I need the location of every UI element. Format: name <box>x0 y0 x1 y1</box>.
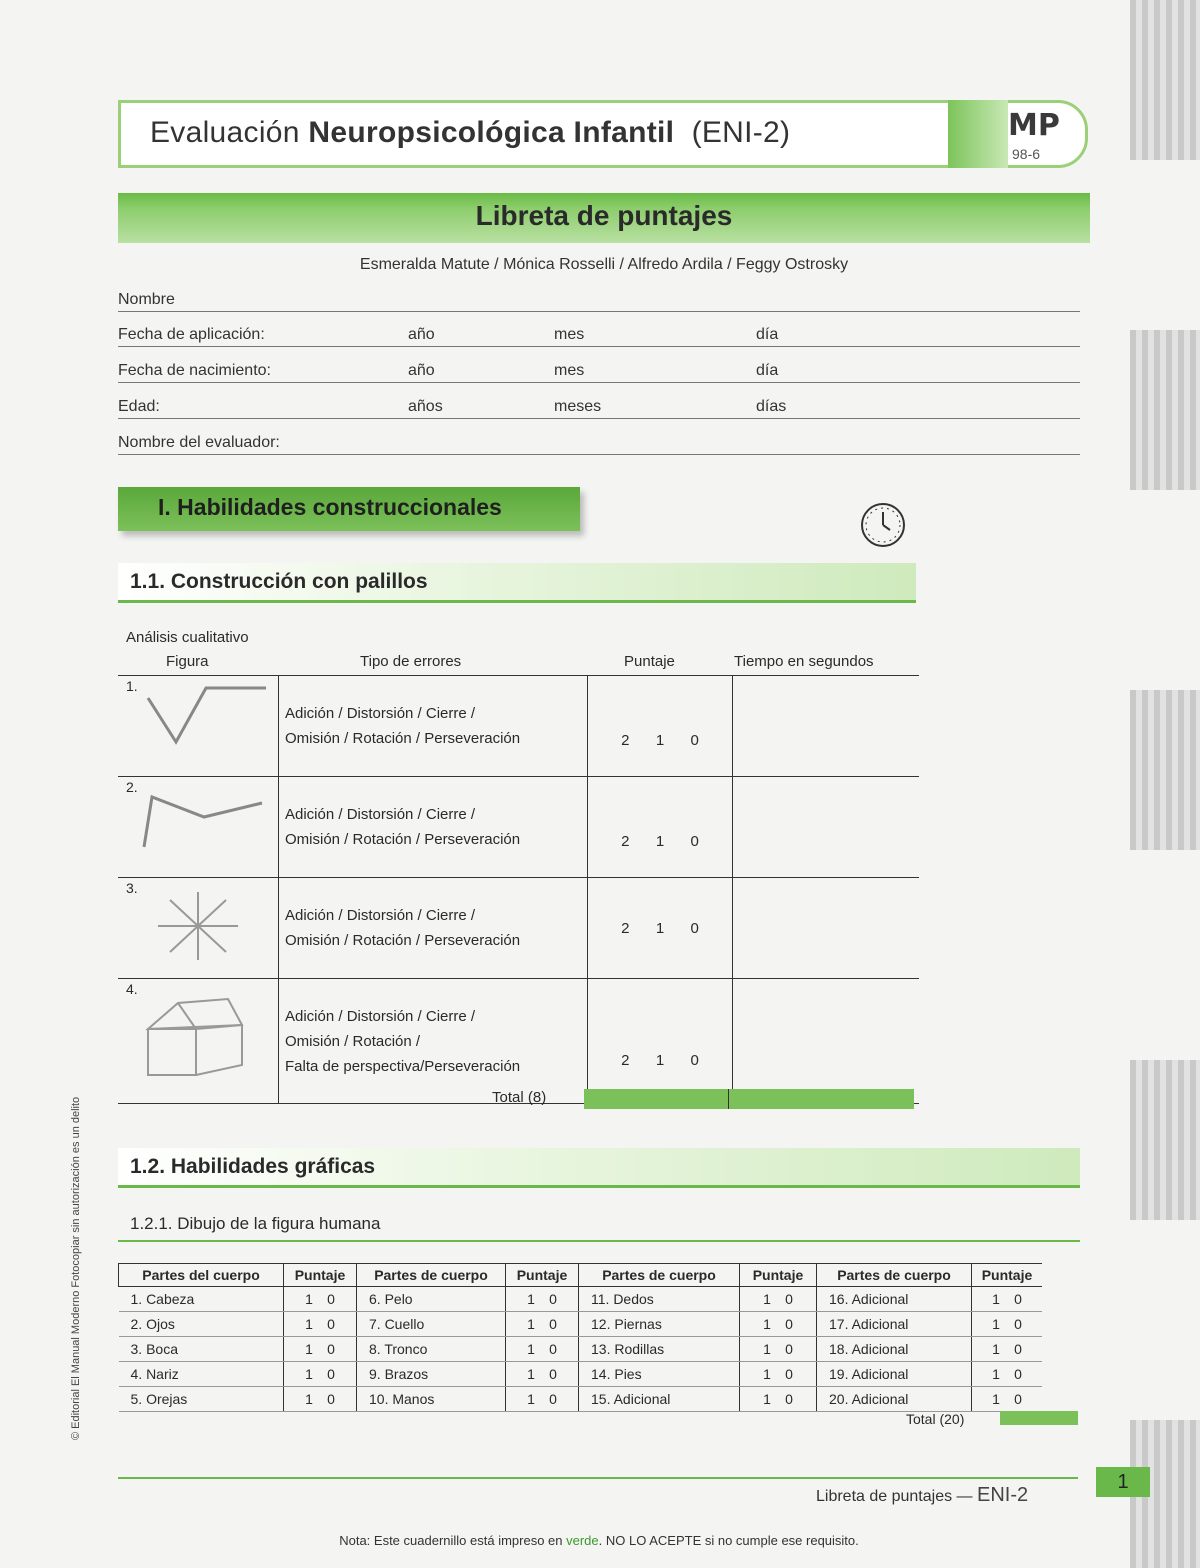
body-part: 14. Pies <box>579 1362 740 1387</box>
title-code: (ENI-2) <box>691 116 791 149</box>
field-years: años <box>408 398 443 415</box>
body-total-field[interactable] <box>1000 1411 1078 1425</box>
note-text: . NO LO ACEPTE si no cumple ese requisito. <box>598 1533 859 1548</box>
score-option[interactable]: 0 <box>549 1316 557 1332</box>
error-line: Adición / Distorsión / Cierre / <box>285 1007 476 1025</box>
error-line: Adición / Distorsión / Cierre / <box>285 806 476 823</box>
body-part: 11. Dedos <box>579 1287 740 1312</box>
field-nombre[interactable] <box>118 283 1080 312</box>
body-part: 8. Tronco <box>357 1337 506 1362</box>
total-label: Total (8) <box>492 1089 547 1106</box>
part-score[interactable] <box>506 1312 579 1337</box>
score-option[interactable]: 0 <box>327 1341 335 1357</box>
body-part: 2. Ojos <box>119 1312 284 1337</box>
authors: Esmeralda Matute / Mónica Rosselli / Alfredo Ardila / Feggy Ostrosky <box>359 256 849 273</box>
booklet-title: Libreta de puntajes <box>475 200 733 231</box>
score-option[interactable]: 0 <box>1014 1391 1022 1407</box>
col-errors: Tipo de errores <box>360 653 462 670</box>
index-tab <box>1130 0 1200 160</box>
col-header: Puntaje <box>506 1264 579 1287</box>
figure-cell <box>118 979 279 1104</box>
score-option[interactable]: 0 <box>327 1316 335 1332</box>
score-option[interactable]: 1 <box>992 1391 1000 1407</box>
score-option[interactable]: 1 <box>305 1316 313 1332</box>
footer-note <box>118 1533 1080 1548</box>
body-part: 4. Nariz <box>119 1362 284 1387</box>
error-line: Omisión / Rotación / <box>285 1032 421 1050</box>
part-score[interactable] <box>284 1337 357 1362</box>
body-part: 16. Adicional <box>817 1287 972 1312</box>
footer-text <box>816 1484 1028 1507</box>
score-0[interactable]: 0 <box>690 1051 699 1069</box>
score-option[interactable]: 1 <box>763 1341 771 1357</box>
copyright-side: © Editorial El Manual Moderno Fotocopiar sin autorización es un delito <box>70 1096 82 1440</box>
score-option[interactable]: 0 <box>549 1341 557 1357</box>
part-score[interactable] <box>740 1287 817 1312</box>
index-tab <box>1130 1060 1200 1220</box>
subsection-title: 1.1. Construcción con palillos <box>130 570 428 593</box>
logo-band <box>948 100 1008 168</box>
title-bold: Neuropsicológica Infantil <box>308 116 675 149</box>
score-option[interactable]: 1 <box>992 1341 1000 1357</box>
body-part: 9. Brazos <box>357 1362 506 1387</box>
score-option[interactable]: 0 <box>327 1391 335 1407</box>
error-line: Omisión / Rotación / Perseveración <box>285 932 521 949</box>
score-option[interactable]: 1 <box>527 1341 535 1357</box>
field-label: Nombre del evaluador: <box>118 434 280 451</box>
body-part: 17. Adicional <box>817 1312 972 1337</box>
score-option[interactable]: 1 <box>763 1366 771 1382</box>
score-option[interactable]: 1 <box>527 1366 535 1382</box>
part-score[interactable] <box>972 1337 1043 1362</box>
figure-number: 3. <box>126 880 138 896</box>
score-2[interactable]: 2 <box>621 919 630 937</box>
table-row <box>119 1387 1043 1412</box>
score-1[interactable]: 1 <box>655 919 665 937</box>
errors-cell[interactable] <box>279 676 588 777</box>
body-part: 18. Adicional <box>817 1337 972 1362</box>
body-part: 5. Orejas <box>119 1387 284 1412</box>
part-score[interactable] <box>972 1362 1043 1387</box>
score-cell[interactable] <box>588 676 733 777</box>
field-fecha-nacimiento[interactable] <box>118 354 1080 383</box>
body-part: 3. Boca <box>119 1337 284 1362</box>
score-cell[interactable] <box>588 979 733 1104</box>
score-option[interactable]: 1 <box>527 1291 535 1307</box>
score-option[interactable]: 1 <box>305 1366 313 1382</box>
part-score[interactable] <box>972 1387 1043 1412</box>
error-line: Adición / Distorsión / Cierre / <box>285 705 476 722</box>
score-0[interactable]: 0 <box>690 731 699 749</box>
part-score[interactable] <box>740 1387 817 1412</box>
score-2[interactable]: 2 <box>621 1051 630 1069</box>
table-row <box>118 979 919 1104</box>
field-label: Nombre <box>118 291 175 308</box>
score-option[interactable]: 0 <box>785 1341 793 1357</box>
score-option[interactable]: 1 <box>763 1316 771 1332</box>
footer-code: ENI-2 <box>977 1484 1029 1506</box>
figure-v-icon <box>118 676 278 772</box>
score-option[interactable]: 1 <box>763 1391 771 1407</box>
error-line: Omisión / Rotación / Perseveración <box>285 831 521 848</box>
score-2[interactable]: 2 <box>621 731 630 749</box>
table-header <box>119 1264 1043 1287</box>
score-1[interactable]: 1 <box>655 832 665 850</box>
part-score[interactable] <box>284 1362 357 1387</box>
score-option[interactable]: 0 <box>1014 1341 1022 1357</box>
table-row <box>119 1337 1043 1362</box>
part-score[interactable] <box>972 1312 1043 1337</box>
figure-number: 1. <box>126 678 138 694</box>
score-option[interactable]: 1 <box>992 1366 1000 1382</box>
footer-label: Libreta de puntajes — <box>816 1488 977 1505</box>
part-score[interactable] <box>972 1287 1043 1312</box>
score-option[interactable]: 0 <box>785 1291 793 1307</box>
field-days: días <box>756 398 787 415</box>
body-parts-rows <box>119 1287 1043 1412</box>
score-option[interactable]: 0 <box>549 1391 557 1407</box>
field-label: Edad: <box>118 398 160 415</box>
col-header: Partes del cuerpo <box>119 1264 284 1287</box>
score-option[interactable]: 0 <box>1014 1366 1022 1382</box>
field-edad[interactable] <box>118 390 1080 419</box>
subsubsection-title: 1.2.1. Dibujo de la figura humana <box>130 1214 381 1233</box>
sticks-total-row <box>118 1087 916 1109</box>
score-option[interactable]: 0 <box>785 1316 793 1332</box>
field-day: día <box>756 362 779 379</box>
part-score[interactable] <box>506 1337 579 1362</box>
divider <box>118 1240 1080 1242</box>
figure-cell <box>118 878 279 979</box>
part-score[interactable] <box>740 1362 817 1387</box>
col-header: Partes de cuerpo <box>357 1264 506 1287</box>
error-line: Omisión / Rotación / Perseveración <box>285 730 521 747</box>
time-cell[interactable] <box>733 878 920 979</box>
footer-divider <box>118 1477 1078 1479</box>
body-part: 7. Cuello <box>357 1312 506 1337</box>
part-score[interactable] <box>506 1362 579 1387</box>
part-score[interactable] <box>284 1287 357 1312</box>
title-regular: Evaluación <box>150 116 309 149</box>
table-row <box>118 777 919 878</box>
publisher-logo: MP <box>1008 108 1060 143</box>
table-row <box>119 1312 1043 1337</box>
index-tab <box>1130 330 1200 490</box>
field-label: Fecha de aplicación: <box>118 326 265 343</box>
score-option[interactable]: 0 <box>549 1291 557 1307</box>
errors-cell[interactable] <box>279 979 588 1104</box>
subsection-title: 1.2. Habilidades gráficas <box>130 1155 376 1178</box>
body-part: 10. Manos <box>357 1387 506 1412</box>
part-score[interactable] <box>284 1387 357 1412</box>
figure-house-icon <box>118 979 278 1099</box>
field-months: meses <box>554 398 602 415</box>
figure-number: 2. <box>126 779 138 795</box>
col-header: Partes de cuerpo <box>579 1264 740 1287</box>
page-title <box>150 116 790 150</box>
total-score-field[interactable] <box>584 1089 914 1109</box>
part-score[interactable] <box>740 1312 817 1337</box>
score-option[interactable]: 1 <box>992 1291 1000 1307</box>
score-option[interactable]: 0 <box>327 1291 335 1307</box>
score-option[interactable]: 0 <box>785 1391 793 1407</box>
note-green: verde <box>566 1533 599 1548</box>
col-header: Puntaje <box>972 1264 1043 1287</box>
score-option[interactable]: 0 <box>785 1366 793 1382</box>
table-row <box>118 676 919 777</box>
part-score[interactable] <box>740 1337 817 1362</box>
body-part: 12. Piernas <box>579 1312 740 1337</box>
body-part: 19. Adicional <box>817 1362 972 1387</box>
col-time: Tiempo en segundos <box>734 653 874 670</box>
table-row <box>118 878 919 979</box>
index-tab <box>1130 690 1200 850</box>
clock-icon <box>858 500 908 550</box>
table-row <box>119 1287 1043 1312</box>
score-cell[interactable] <box>588 878 733 979</box>
score-cell[interactable] <box>588 777 733 878</box>
errors-cell[interactable] <box>279 878 588 979</box>
col-header: Puntaje <box>284 1264 357 1287</box>
field-month: mes <box>554 362 585 379</box>
col-score: Puntaje <box>624 653 675 670</box>
field-year: año <box>408 326 435 343</box>
score-option[interactable]: 1 <box>763 1291 771 1307</box>
col-header: Puntaje <box>740 1264 817 1287</box>
body-part: 20. Adicional <box>817 1387 972 1412</box>
body-total-label: Total (20) <box>906 1411 965 1427</box>
score-0[interactable]: 0 <box>690 919 699 937</box>
score-option[interactable]: 0 <box>549 1366 557 1382</box>
errors-cell[interactable] <box>279 777 588 878</box>
score-option[interactable]: 1 <box>527 1391 535 1407</box>
logo-code: 98-6 <box>1012 146 1041 162</box>
body-part: 15. Adicional <box>579 1387 740 1412</box>
part-score[interactable] <box>506 1387 579 1412</box>
col-figure: Figura <box>166 653 209 670</box>
part-score[interactable] <box>506 1287 579 1312</box>
field-month: mes <box>554 326 585 343</box>
score-option[interactable]: 0 <box>327 1366 335 1382</box>
score-option[interactable]: 1 <box>992 1316 1000 1332</box>
score-2[interactable]: 2 <box>621 832 630 850</box>
col-header: Partes de cuerpo <box>817 1264 972 1287</box>
figure-z-icon <box>118 777 278 873</box>
qualitative-label: Análisis cualitativo <box>126 629 249 646</box>
field-year: año <box>408 362 435 379</box>
score-option[interactable]: 1 <box>527 1316 535 1332</box>
score-option[interactable]: 1 <box>305 1391 313 1407</box>
figure-cell <box>118 777 279 878</box>
error-line: Adición / Distorsión / Cierre / <box>285 907 476 924</box>
field-label: Fecha de nacimiento: <box>118 362 271 379</box>
score-option[interactable]: 0 <box>1014 1291 1022 1307</box>
body-parts-table <box>118 1263 1042 1412</box>
score-option[interactable]: 1 <box>305 1291 313 1307</box>
field-evaluador[interactable] <box>118 426 1080 455</box>
sticks-table <box>118 675 919 1104</box>
section-heading: I. Habilidades construccionales <box>158 494 502 520</box>
score-0[interactable]: 0 <box>690 832 699 850</box>
figure-star-icon <box>118 878 278 974</box>
divider <box>728 1089 729 1109</box>
error-line: Falta de perspectiva/Perseveración <box>285 1057 521 1075</box>
score-1[interactable]: 1 <box>655 731 665 749</box>
note-text: Nota: Este cuadernillo está impreso en <box>339 1533 567 1548</box>
time-cell[interactable] <box>733 676 920 777</box>
page-number: 1 <box>1096 1467 1150 1497</box>
figure-cell <box>118 676 279 777</box>
figure-number: 4. <box>126 981 138 997</box>
body-part: 13. Rodillas <box>579 1337 740 1362</box>
table-row <box>119 1362 1043 1387</box>
body-part: 1. Cabeza <box>119 1287 284 1312</box>
body-part: 6. Pelo <box>357 1287 506 1312</box>
part-score[interactable] <box>284 1312 357 1337</box>
time-cell[interactable] <box>733 777 920 878</box>
time-cell[interactable] <box>733 979 920 1104</box>
field-day: día <box>756 326 779 343</box>
score-1[interactable]: 1 <box>655 1051 665 1069</box>
score-option[interactable]: 0 <box>1014 1316 1022 1332</box>
score-option[interactable]: 1 <box>305 1341 313 1357</box>
field-fecha-aplicacion[interactable] <box>118 318 1080 347</box>
